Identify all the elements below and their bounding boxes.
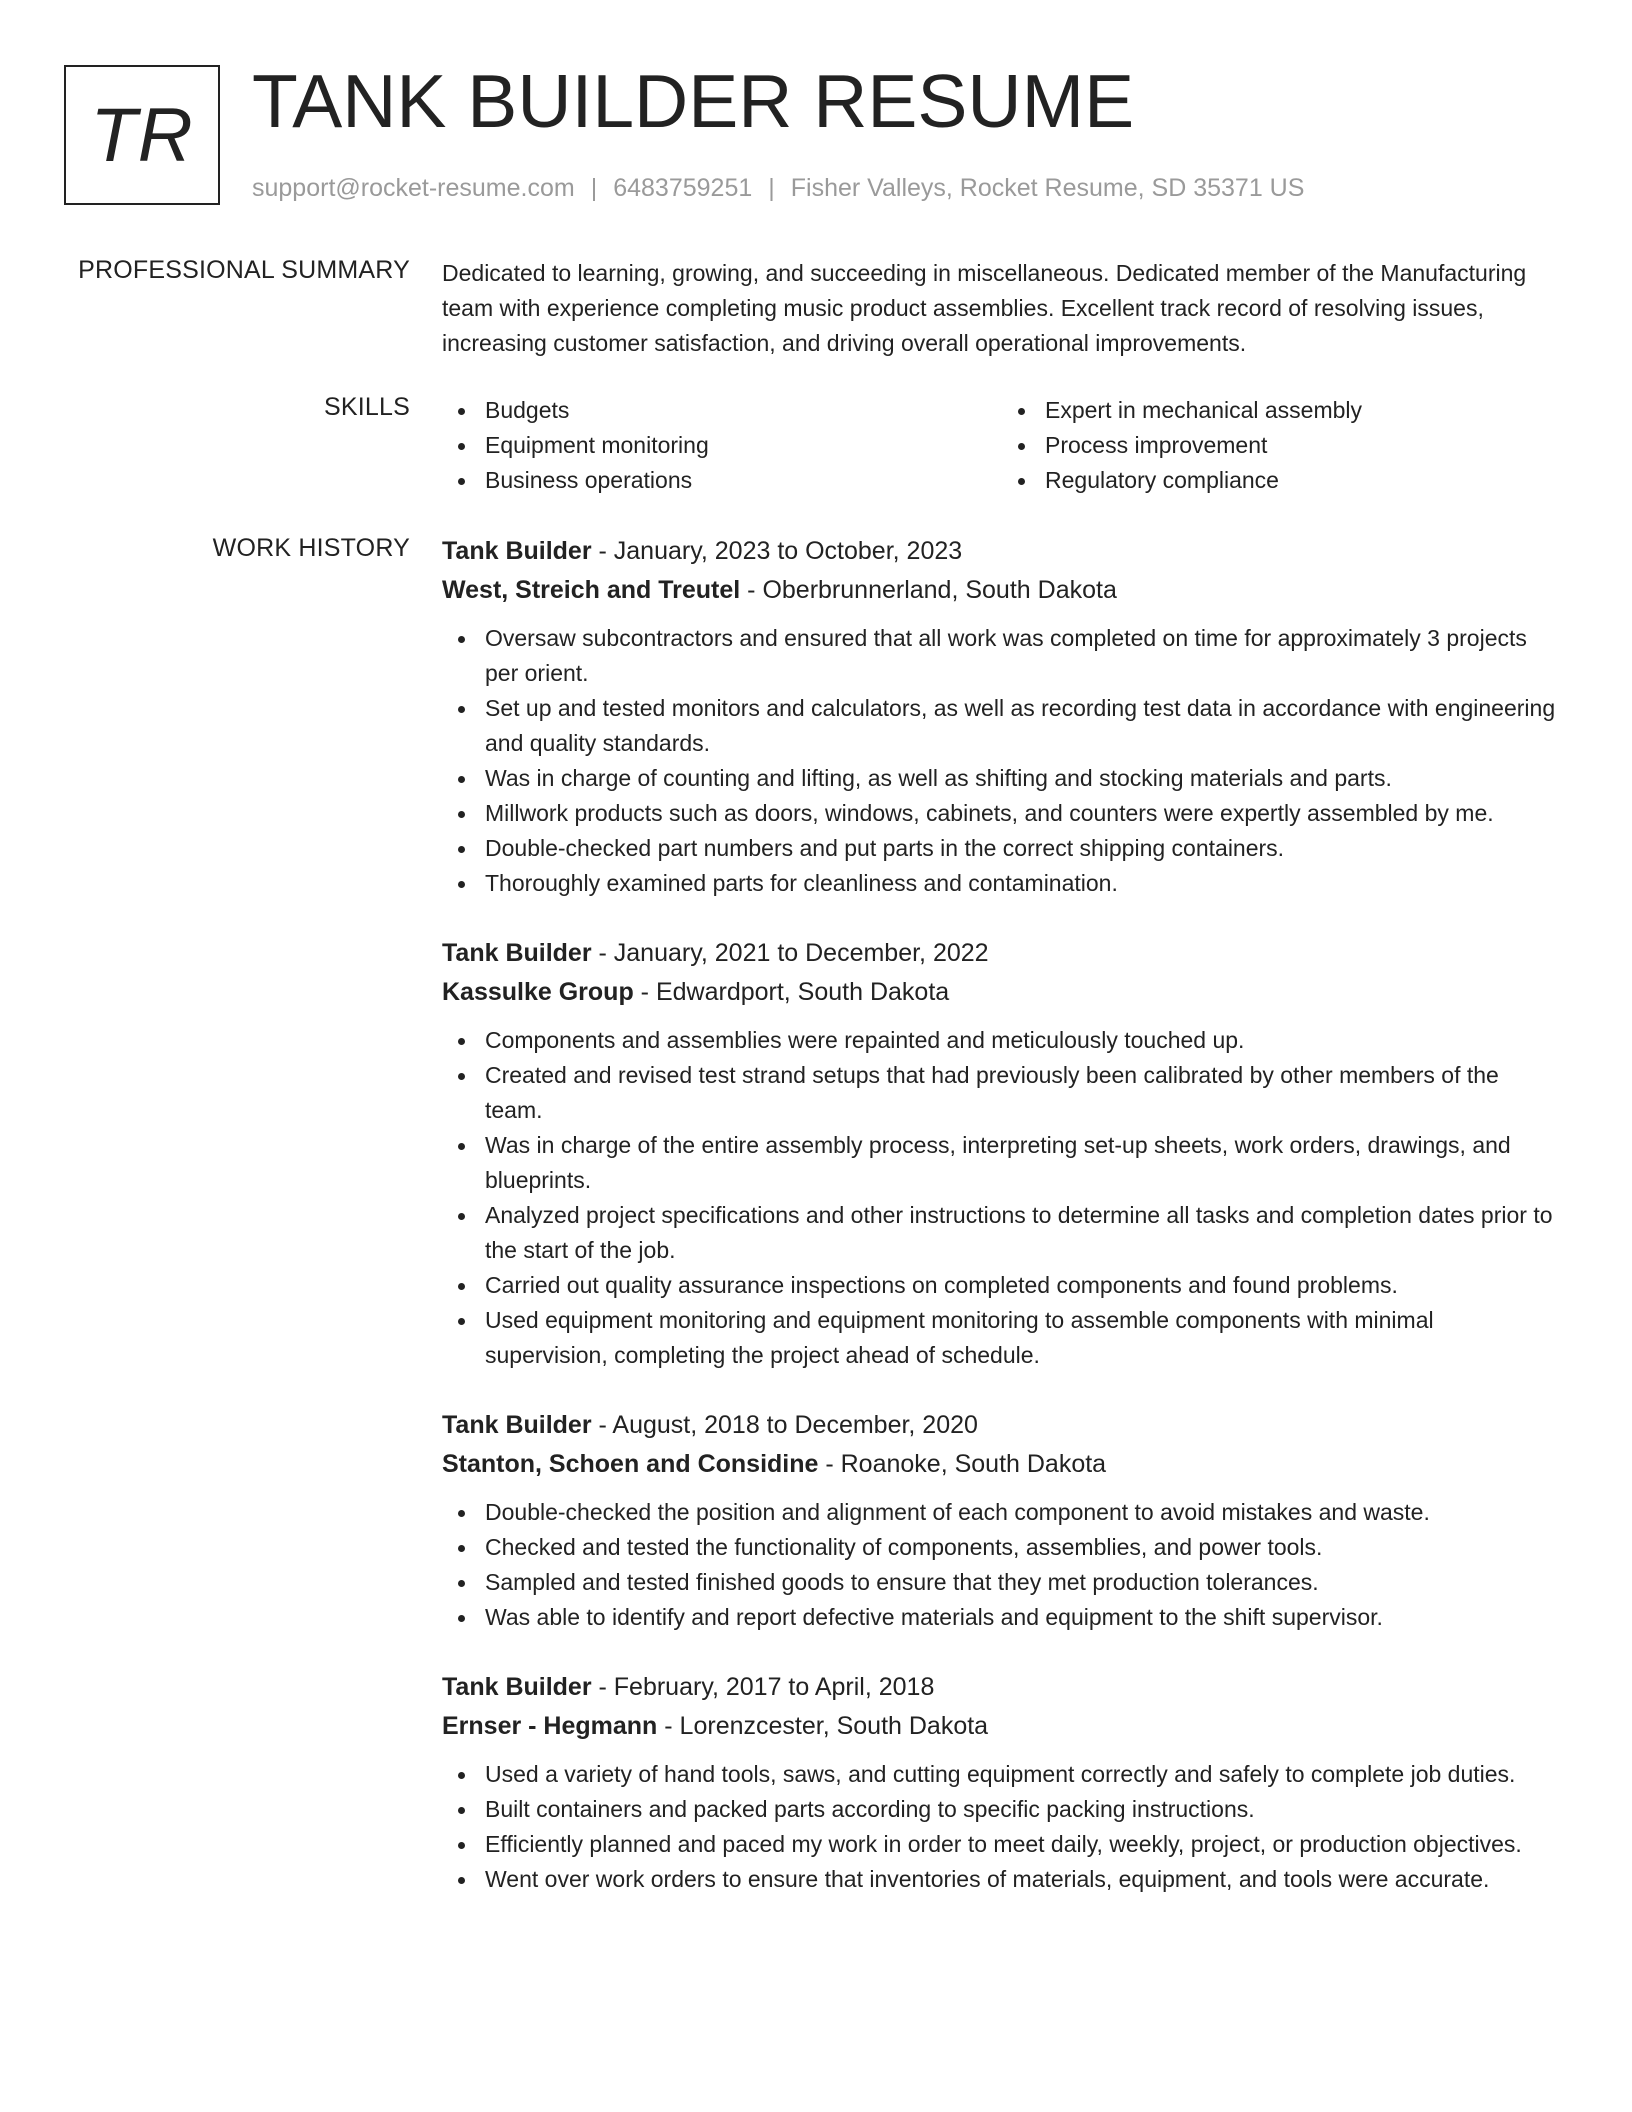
job-dates: - February, 2017 to April, 2018	[591, 1673, 935, 1701]
job-duty: Was in charge of the entire assembly process, interpreting set-up sheets, work orders, drawings, and blueprints.	[485, 1128, 1562, 1198]
job-title: Tank Builder	[442, 1411, 592, 1439]
summary-heading: PROFESSIONAL SUMMARY	[78, 256, 410, 284]
summary-body	[442, 256, 1562, 361]
job-company: Kassulke Group	[442, 978, 634, 1006]
contact-separator: |	[768, 174, 775, 202]
summary-text: Dedicated to learning, growing, and succeeding in miscellaneous. Dedicated member of the Manufacturing team with experience completing music product assemblies. Excellent track record of resolving issues, increasing customer satisfaction, and driving overall operational improvements.	[442, 260, 1527, 356]
job-location: - Oberbrunnerland, South Dakota	[740, 576, 1117, 604]
job-duty: Created and revised test strand setups that had previously been calibrated by other members of the team.	[485, 1058, 1562, 1128]
skill-item: Equipment monitoring	[485, 428, 1002, 463]
contact-separator: |	[590, 174, 598, 202]
job-location: - Lorenzcester, South Dakota	[657, 1712, 989, 1740]
skill-item: Budgets	[485, 393, 1002, 428]
job-title: Tank Builder	[442, 537, 592, 565]
job-duty: Used equipment monitoring and equipment monitoring to assemble components with minimal supervision, completing the project ahead of schedule.	[485, 1303, 1562, 1373]
job-entry	[442, 1668, 1562, 1897]
skill-item: Regulatory compliance	[1045, 463, 1562, 498]
job-company-line	[442, 571, 1562, 610]
job-company-line	[442, 1707, 1562, 1746]
job-dates: - August, 2018 to December, 2020	[591, 1411, 978, 1439]
job-dates: - January, 2023 to October, 2023	[591, 537, 963, 565]
contact-email: support@rocket-resume.com	[252, 174, 575, 202]
job-duty: Went over work orders to ensure that inventories of materials, equipment, and tools were accurate.	[485, 1862, 1562, 1897]
job-duty: Millwork products such as doors, windows, cabinets, and counters were expertly assembled by me.	[485, 796, 1562, 831]
job-duties-list	[442, 1495, 1562, 1635]
job-duty: Was able to identify and report defective materials and equipment to the shift supervisor.	[485, 1600, 1562, 1635]
job-duty: Components and assemblies were repainted and meticulously touched up.	[485, 1023, 1562, 1058]
job-duty: Used a variety of hand tools, saws, and cutting equipment correctly and safely to complete job duties.	[485, 1757, 1562, 1792]
job-duty: Carried out quality assurance inspections on completed components and found problems.	[485, 1268, 1562, 1303]
skills-columns	[442, 393, 1562, 498]
skills-list-right	[1002, 393, 1562, 498]
job-duty: Checked and tested the functionality of components, assemblies, and power tools.	[485, 1530, 1562, 1565]
job-duty: Oversaw subcontractors and ensured that all work was completed on time for approximately 3 projects per orient.	[485, 621, 1562, 691]
job-entry	[442, 532, 1562, 901]
job-duties-list	[442, 1757, 1562, 1897]
monogram-box	[64, 65, 220, 205]
skill-item: Expert in mechanical assembly	[1045, 393, 1562, 428]
skills-body	[442, 393, 1562, 498]
job-entry	[442, 1406, 1562, 1635]
resume-title: TANK BUILDER RESUME	[252, 59, 1135, 143]
job-duty: Thoroughly examined parts for cleanliness and contamination.	[485, 866, 1562, 901]
job-company: West, Streich and Treutel	[442, 576, 741, 604]
job-duties-list	[442, 1023, 1562, 1373]
job-dates: - January, 2021 to December, 2022	[591, 939, 989, 967]
job-title-line	[442, 1668, 1562, 1707]
job-title-line	[442, 1406, 1562, 1445]
job-title-line	[442, 934, 1562, 973]
contact-phone: 6483759251	[613, 174, 753, 202]
job-entry	[442, 934, 1562, 1373]
job-title-line	[442, 532, 1562, 571]
job-duty: Efficiently planned and paced my work in order to meet daily, weekly, project, or production objectives.	[485, 1827, 1562, 1862]
job-company-line	[442, 1445, 1562, 1484]
skill-item: Process improvement	[1045, 428, 1562, 463]
job-duty: Was in charge of counting and lifting, as well as shifting and stocking materials and parts.	[485, 761, 1562, 796]
job-duty: Double-checked the position and alignment of each component to avoid mistakes and waste.	[485, 1495, 1562, 1530]
job-location: - Roanoke, South Dakota	[818, 1450, 1107, 1478]
job-title: Tank Builder	[442, 1673, 592, 1701]
work-history-body	[442, 532, 1562, 1930]
contact-line	[252, 174, 1304, 203]
job-duty: Built containers and packed parts according to specific packing instructions.	[485, 1792, 1562, 1827]
job-company: Ernser - Hegmann	[442, 1712, 658, 1740]
contact-address: Fisher Valleys, Rocket Resume, SD 35371 US	[790, 174, 1305, 202]
skill-item: Business operations	[485, 463, 1002, 498]
job-location: - Edwardport, South Dakota	[633, 978, 950, 1006]
job-duty: Double-checked part numbers and put parts in the correct shipping containers.	[485, 831, 1562, 866]
job-duty: Set up and tested monitors and calculators, as well as recording test data in accordance with engineering and quality standards.	[485, 691, 1562, 761]
job-duties-list	[442, 621, 1562, 901]
job-company: Stanton, Schoen and Considine	[442, 1450, 819, 1478]
job-title: Tank Builder	[442, 939, 592, 967]
monogram-initials: TR	[90, 92, 194, 178]
job-duty: Sampled and tested finished goods to ensure that they met production tolerances.	[485, 1565, 1562, 1600]
work-history-heading: WORK HISTORY	[212, 534, 410, 562]
skills-list-left	[442, 393, 1002, 498]
skills-heading: SKILLS	[324, 393, 410, 421]
job-duty: Analyzed project specifications and other instructions to determine all tasks and completion dates prior to the start of the job.	[485, 1198, 1562, 1268]
job-company-line	[442, 973, 1562, 1012]
